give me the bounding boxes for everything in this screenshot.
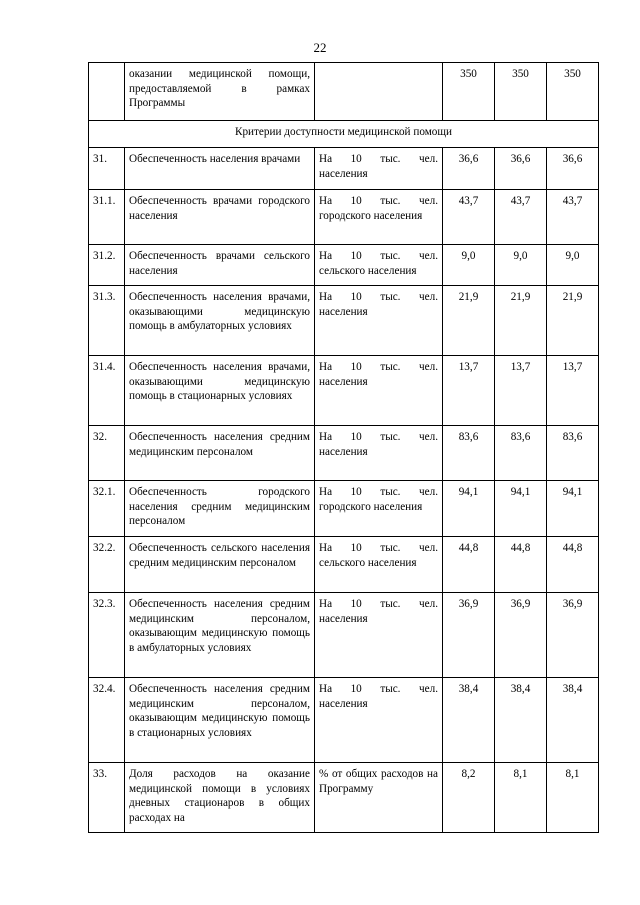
row-value-2: 36,9 [495,593,547,678]
row-number: 32.3. [89,593,125,678]
table-row [89,245,599,286]
row-name: Обеспеченность врачами сельского населения [125,245,315,286]
row-value-2: 13,7 [495,356,547,426]
row-number: 31.4. [89,356,125,426]
row-number: 31.1. [89,190,125,245]
row-unit: На 10 тыс. чел. населения [315,356,443,426]
section-row [89,121,599,148]
row-unit: На 10 тыс. чел. населения [315,426,443,481]
row-number: 32. [89,426,125,481]
row-value-2: 36,6 [495,148,547,190]
row-number: 32.4. [89,678,125,763]
row-number: 32.1. [89,481,125,537]
table-row [89,763,599,833]
row-name: Обеспеченность сельского населения средним медицинским персоналом [125,537,315,593]
table-row [89,356,599,426]
row-value-1: 94,1 [443,481,495,537]
table-row [89,537,599,593]
row-value-3: 38,4 [547,678,599,763]
row-value-3: 350 [547,63,599,121]
row-number: 33. [89,763,125,833]
row-unit: На 10 тыс. чел. населения [315,593,443,678]
row-value-2: 43,7 [495,190,547,245]
row-value-3: 43,7 [547,190,599,245]
row-value-1: 43,7 [443,190,495,245]
row-value-2: 44,8 [495,537,547,593]
table-row [89,190,599,245]
row-number: 31.2. [89,245,125,286]
row-value-1: 38,4 [443,678,495,763]
row-value-3: 13,7 [547,356,599,426]
row-value-2: 350 [495,63,547,121]
row-value-1: 44,8 [443,537,495,593]
row-value-3: 21,9 [547,286,599,356]
row-value-1: 350 [443,63,495,121]
row-name: Обеспеченность населения врачами, оказывающими медицинскую помощь в стационарных условиях [125,356,315,426]
row-value-3: 94,1 [547,481,599,537]
row-value-2: 38,4 [495,678,547,763]
row-value-2: 8,1 [495,763,547,833]
row-name: Обеспеченность городского населения средним медицинским персоналом [125,481,315,537]
table-row [89,148,599,190]
row-name: Обеспеченность населения средним медицинским персоналом [125,426,315,481]
row-name: Обеспеченность населения средним медицинским персоналом, оказывающим медицинскую помощь в амбулаторных условиях [125,593,315,678]
row-value-1: 36,6 [443,148,495,190]
table-row [89,426,599,481]
row-value-2: 9,0 [495,245,547,286]
row-number: 31.3. [89,286,125,356]
row-number: 32.2. [89,537,125,593]
row-value-1: 13,7 [443,356,495,426]
row-value-3: 36,6 [547,148,599,190]
row-value-1: 83,6 [443,426,495,481]
row-unit [315,63,443,121]
row-value-3: 8,1 [547,763,599,833]
row-value-3: 36,9 [547,593,599,678]
row-name: Обеспеченность населения средним медицинским персоналом, оказывающим медицинскую помощь в стационарных условиях [125,678,315,763]
row-unit: На 10 тыс. чел. сельского населения [315,245,443,286]
criteria-table [88,62,599,833]
table-row [89,678,599,763]
table-row [89,286,599,356]
row-name: Обеспеченность врачами городского населения [125,190,315,245]
row-value-1: 8,2 [443,763,495,833]
table-row [89,481,599,537]
row-unit: На 10 тыс. чел. городского населения [315,190,443,245]
row-name: Доля расходов на оказание медицинской помощи в условиях дневных стационаров в общих расходах на [125,763,315,833]
row-unit: На 10 тыс. чел. сельского населения [315,537,443,593]
row-number: 31. [89,148,125,190]
row-unit: % от общих расходов на Программу [315,763,443,833]
row-unit: На 10 тыс. чел. городского населения [315,481,443,537]
row-value-1: 21,9 [443,286,495,356]
row-value-2: 94,1 [495,481,547,537]
row-unit: На 10 тыс. чел. населения [315,286,443,356]
section-title: Критерии доступности медицинской помощи [89,121,599,148]
row-value-2: 21,9 [495,286,547,356]
row-value-3: 44,8 [547,537,599,593]
page-number: 22 [313,40,327,55]
row-name: Обеспеченность населения врачами [125,148,315,190]
row-number [89,63,125,121]
row-value-2: 83,6 [495,426,547,481]
row-value-1: 9,0 [443,245,495,286]
row-name: оказании медицинской помощи, предоставляемой в рамках Программы [125,63,315,121]
row-unit: На 10 тыс. чел. населения [315,148,443,190]
row-value-1: 36,9 [443,593,495,678]
row-name: Обеспеченность населения врачами, оказывающими медицинскую помощь в амбулаторных условиях [125,286,315,356]
table-row [89,593,599,678]
row-unit: На 10 тыс. чел. населения [315,678,443,763]
row-value-3: 9,0 [547,245,599,286]
row-value-3: 83,6 [547,426,599,481]
table-row [89,63,599,121]
